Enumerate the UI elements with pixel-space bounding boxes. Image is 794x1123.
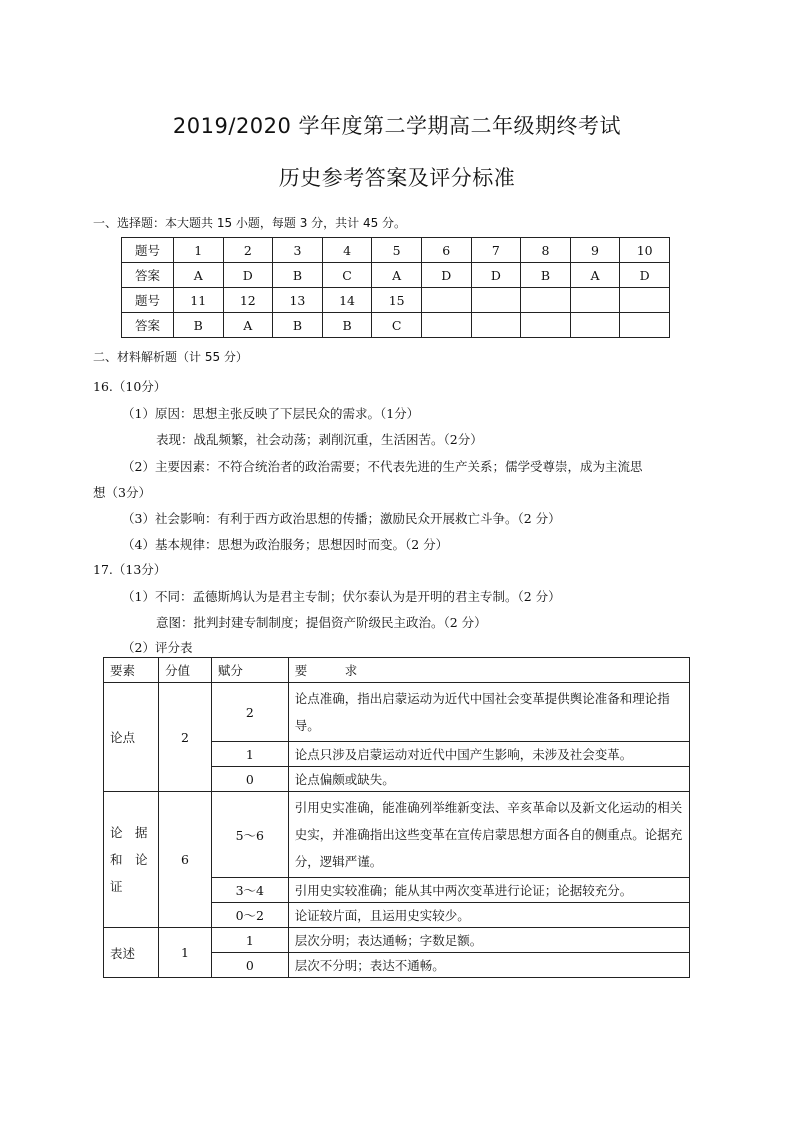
q16-line-5: （3）社会影响：有利于西方政治思想的传播；激励民众开展救亡斗争。（2 分） [122,511,561,526]
question-number [521,288,571,313]
q17-line-2: 意图：批判封建专制制度；提倡资产阶级民主政治。（2 分） [156,615,487,630]
points-cell: 0 [211,953,288,978]
question-number: 3 [273,238,323,263]
requirement-cell: 层次不分明；表达不通畅。 [288,953,689,978]
answer-cell: B [322,313,372,338]
requirement-cell: 引用史实较准确；能从其中两次变革进行论证；论据较充分。 [288,878,689,903]
header-element: 要素 [104,658,159,683]
table-row [122,313,670,338]
question-number: 7 [471,238,521,263]
element-cell: 论点 [104,683,159,792]
row-label-answer: 答案 [122,263,174,288]
answer-cell: B [173,313,223,338]
q17-line-3: （2）评分表 [122,640,193,655]
table-row [122,238,670,263]
points-cell: 0 [211,767,288,792]
question-number [570,288,620,313]
q17-label: 17.（13分） [93,562,167,577]
question-number: 10 [620,238,670,263]
score-cell: 2 [158,683,211,792]
requirement-cell: 引用史实准确，能准确列举维新变法、辛亥革命以及新文化运动的相关史实，并准确指出这些变革在宣传启蒙思想方面各自的侧重点。论据充分，逻辑严谨。 [288,792,689,878]
answer-cell [421,313,471,338]
question-number: 9 [570,238,620,263]
answer-cell: C [372,313,422,338]
header-requirement: 要 求 [288,658,689,683]
question-number: 15 [372,288,422,313]
question-number: 5 [372,238,422,263]
row-label-answer: 答案 [122,313,174,338]
question-number: 8 [521,238,571,263]
table-row [104,928,690,953]
question-number [421,288,471,313]
element-cell: 论 据和 论证 [104,792,159,928]
score-cell: 1 [158,928,211,978]
q16-line-4: 想（3分） [93,485,151,500]
q16-line-1: （1）原因：思想主张反映了下层民众的需求。（1分） [122,406,420,421]
answer-cell: D [620,263,670,288]
requirement-cell: 论点只涉及启蒙运动对近代中国产生影响，未涉及社会变革。 [288,742,689,767]
element-cell: 表述 [104,928,159,978]
answer-cell: C [322,263,372,288]
points-cell: 1 [211,742,288,767]
answer-cell: A [173,263,223,288]
points-cell: 0～2 [211,903,288,928]
table-row [122,263,670,288]
table-row [104,792,690,878]
answer-cell: A [372,263,422,288]
points-cell: 1 [211,928,288,953]
table-row [122,288,670,313]
answer-cell: B [273,313,323,338]
answer-cell [620,313,670,338]
row-label-question: 题号 [122,238,174,263]
multiple-choice-table [121,237,670,338]
scoring-rubric-table [103,657,690,978]
header-score: 分值 [158,658,211,683]
points-cell: 5～6 [211,792,288,878]
table-row [104,683,690,742]
answer-cell: A [223,313,273,338]
answer-cell [521,313,571,338]
question-number [471,288,521,313]
question-number: 6 [421,238,471,263]
q16-label: 16.（10分） [93,379,167,394]
question-number: 12 [223,288,273,313]
section2-heading: 二、材料解析题（计 55 分） [93,350,248,364]
answer-cell [570,313,620,338]
requirement-cell: 层次分明；表达通畅；字数足额。 [288,928,689,953]
points-cell: 2 [211,683,288,742]
question-number: 1 [173,238,223,263]
answer-cell: D [421,263,471,288]
q16-line-6: （4）基本规律：思想为政治服务；思想因时而变。（2 分） [122,537,449,552]
q17-line-1: （1）不同：孟德斯鸠认为是君主专制；伏尔泰认为是开明的君主专制。（2 分） [122,589,561,604]
answer-cell: B [273,263,323,288]
question-number: 4 [322,238,372,263]
exam-title: 2019/2020 学年度第二学期高二年级期终考试 [172,114,622,138]
requirement-cell: 论点偏颇或缺失。 [288,767,689,792]
table-row [104,658,690,683]
q16-line-3: （2）主要因素：不符合统治者的政治需要；不代表先进的生产关系；儒学受尊崇，成为主流思 [122,459,643,474]
answer-cell: D [223,263,273,288]
question-number: 11 [173,288,223,313]
score-cell: 6 [158,792,211,928]
answer-cell [471,313,521,338]
answer-key-title: 历史参考答案及评分标准 [278,166,516,190]
requirement-cell: 论证较片面，且运用史实较少。 [288,903,689,928]
row-label-question: 题号 [122,288,174,313]
section1-heading: 一、选择题：本大题共 15 小题，每题 3 分，共计 45 分。 [93,216,407,230]
question-number: 2 [223,238,273,263]
question-number [620,288,670,313]
question-number: 14 [322,288,372,313]
question-number: 13 [273,288,323,313]
answer-cell: D [471,263,521,288]
q16-line-2: 表现：战乱频繁，社会动荡；剥削沉重，生活困苦。（2分） [156,432,483,447]
requirement-cell: 论点准确，指出启蒙运动为近代中国社会变革提供舆论准备和理论指导。 [288,683,689,742]
answer-cell: B [521,263,571,288]
points-cell: 3～4 [211,878,288,903]
header-points: 赋分 [211,658,288,683]
answer-cell: A [570,263,620,288]
